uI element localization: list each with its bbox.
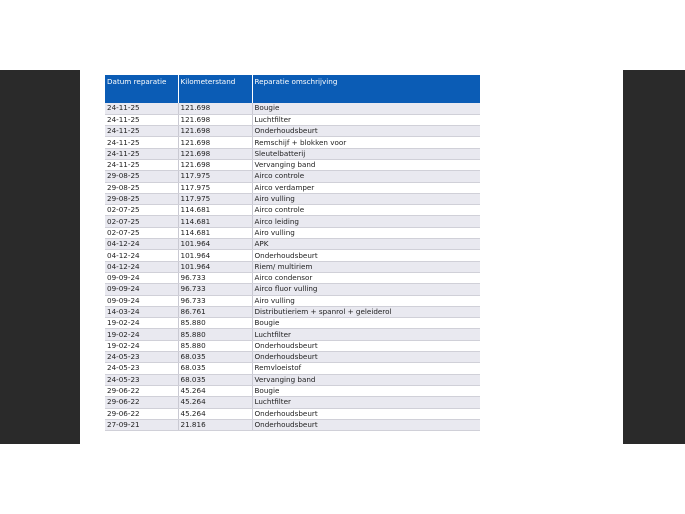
cell-mileage: 45.264	[178, 408, 252, 419]
cell-mileage: 68.035	[178, 363, 252, 374]
cell-date: 02-07-25	[105, 227, 178, 238]
left-dark-panel	[0, 70, 80, 444]
table-row	[105, 284, 480, 295]
cell-date: 04-12-24	[105, 261, 178, 272]
cell-mileage: 68.035	[178, 352, 252, 363]
table-row	[105, 318, 480, 329]
table-row	[105, 137, 480, 148]
cell-date: 24-11-25	[105, 103, 178, 114]
cell-mileage: 114.681	[178, 216, 252, 227]
cell-mileage: 68.035	[178, 374, 252, 385]
right-dark-panel	[623, 70, 685, 444]
cell-description: Bougie	[252, 385, 480, 396]
cell-mileage: 96.733	[178, 272, 252, 283]
cell-mileage: 96.733	[178, 295, 252, 306]
cell-date: 19-02-24	[105, 340, 178, 351]
table-row	[105, 239, 480, 250]
table-row	[105, 261, 480, 272]
cell-description: Airco controle	[252, 171, 480, 182]
cell-mileage: 101.964	[178, 261, 252, 272]
cell-date: 29-06-22	[105, 408, 178, 419]
cell-date: 04-12-24	[105, 239, 178, 250]
cell-description: Airo vulling	[252, 227, 480, 238]
cell-description: Airco fluor vulling	[252, 284, 480, 295]
table-row	[105, 340, 480, 351]
cell-description: APK	[252, 239, 480, 250]
cell-date: 24-05-23	[105, 363, 178, 374]
cell-mileage: 121.698	[178, 103, 252, 114]
cell-mileage: 121.698	[178, 126, 252, 137]
cell-date: 19-02-24	[105, 318, 178, 329]
table-row	[105, 329, 480, 340]
cell-date: 24-11-25	[105, 137, 178, 148]
cell-description: Onderhoudsbeurt	[252, 419, 480, 430]
cell-mileage: 114.681	[178, 205, 252, 216]
cell-mileage: 45.264	[178, 397, 252, 408]
cell-date: 02-07-25	[105, 216, 178, 227]
table-row	[105, 272, 480, 283]
cell-description: Luchtfilter	[252, 114, 480, 125]
cell-description: Airco condensor	[252, 272, 480, 283]
cell-date: 27-09-21	[105, 419, 178, 430]
cell-description: Sleutelbatterij	[252, 148, 480, 159]
table-row	[105, 205, 480, 216]
cell-mileage: 45.264	[178, 385, 252, 396]
cell-description: Remschijf + blokken voor	[252, 137, 480, 148]
cell-date: 09-09-24	[105, 284, 178, 295]
table-row	[105, 171, 480, 182]
cell-mileage: 121.698	[178, 148, 252, 159]
cell-date: 24-05-23	[105, 374, 178, 385]
cell-mileage: 96.733	[178, 284, 252, 295]
table-row	[105, 408, 480, 419]
cell-description: Distributieriem + spanrol + geleiderol	[252, 306, 480, 317]
cell-date: 24-11-25	[105, 159, 178, 170]
table-row	[105, 374, 480, 385]
header-date: Datum reparatie	[105, 75, 178, 103]
cell-description: Onderhoudsbeurt	[252, 340, 480, 351]
table-row	[105, 306, 480, 317]
cell-mileage: 85.880	[178, 318, 252, 329]
table-row	[105, 352, 480, 363]
cell-description: Airco leiding	[252, 216, 480, 227]
table-row	[105, 385, 480, 396]
cell-description: Vervanging band	[252, 374, 480, 385]
cell-mileage: 114.681	[178, 227, 252, 238]
cell-description: Onderhoudsbeurt	[252, 408, 480, 419]
cell-description: Onderhoudsbeurt	[252, 126, 480, 137]
table-row	[105, 193, 480, 204]
cell-date: 24-11-25	[105, 114, 178, 125]
table-row	[105, 216, 480, 227]
cell-mileage: 117.975	[178, 171, 252, 182]
cell-mileage: 101.964	[178, 239, 252, 250]
table-row	[105, 250, 480, 261]
table-row	[105, 148, 480, 159]
cell-description: Airo vulling	[252, 193, 480, 204]
cell-date: 24-11-25	[105, 148, 178, 159]
cell-mileage: 117.975	[178, 193, 252, 204]
cell-mileage: 117.975	[178, 182, 252, 193]
cell-date: 14-03-24	[105, 306, 178, 317]
table-row	[105, 103, 480, 114]
cell-mileage: 121.698	[178, 137, 252, 148]
table-row	[105, 126, 480, 137]
cell-description: Bougie	[252, 318, 480, 329]
cell-description: Onderhoudsbeurt	[252, 352, 480, 363]
cell-mileage: 21.816	[178, 419, 252, 430]
cell-mileage: 86.761	[178, 306, 252, 317]
cell-date: 09-09-24	[105, 295, 178, 306]
cell-description: Remvloeistof	[252, 363, 480, 374]
cell-date: 02-07-25	[105, 205, 178, 216]
table-row	[105, 227, 480, 238]
cell-description: Airco controle	[252, 205, 480, 216]
cell-mileage: 101.964	[178, 250, 252, 261]
cell-mileage: 121.698	[178, 114, 252, 125]
cell-date: 09-09-24	[105, 272, 178, 283]
cell-description: Onderhoudsbeurt	[252, 250, 480, 261]
cell-date: 04-12-24	[105, 250, 178, 261]
cell-date: 29-08-25	[105, 193, 178, 204]
table-row	[105, 114, 480, 125]
cell-description: Luchtfilter	[252, 329, 480, 340]
repair-history-table	[105, 75, 480, 431]
cell-date: 29-08-25	[105, 171, 178, 182]
cell-description: Airco verdamper	[252, 182, 480, 193]
table-row	[105, 159, 480, 170]
table-header-row	[105, 75, 480, 103]
cell-date: 24-05-23	[105, 352, 178, 363]
cell-date: 29-06-22	[105, 385, 178, 396]
table-row	[105, 419, 480, 430]
cell-description: Luchtfilter	[252, 397, 480, 408]
cell-mileage: 85.880	[178, 340, 252, 351]
cell-description: Airo vulling	[252, 295, 480, 306]
cell-date: 29-08-25	[105, 182, 178, 193]
table-row	[105, 182, 480, 193]
table-row	[105, 295, 480, 306]
cell-description: Vervanging band	[252, 159, 480, 170]
cell-date: 29-06-22	[105, 397, 178, 408]
cell-date: 19-02-24	[105, 329, 178, 340]
header-description: Reparatie omschrijving	[252, 75, 480, 103]
cell-mileage: 121.698	[178, 159, 252, 170]
cell-date: 24-11-25	[105, 126, 178, 137]
cell-description: Riem/ multiriem	[252, 261, 480, 272]
table-row	[105, 397, 480, 408]
cell-description: Bougie	[252, 103, 480, 114]
table-row	[105, 363, 480, 374]
header-mileage: Kilometerstand	[178, 75, 252, 103]
cell-mileage: 85.880	[178, 329, 252, 340]
